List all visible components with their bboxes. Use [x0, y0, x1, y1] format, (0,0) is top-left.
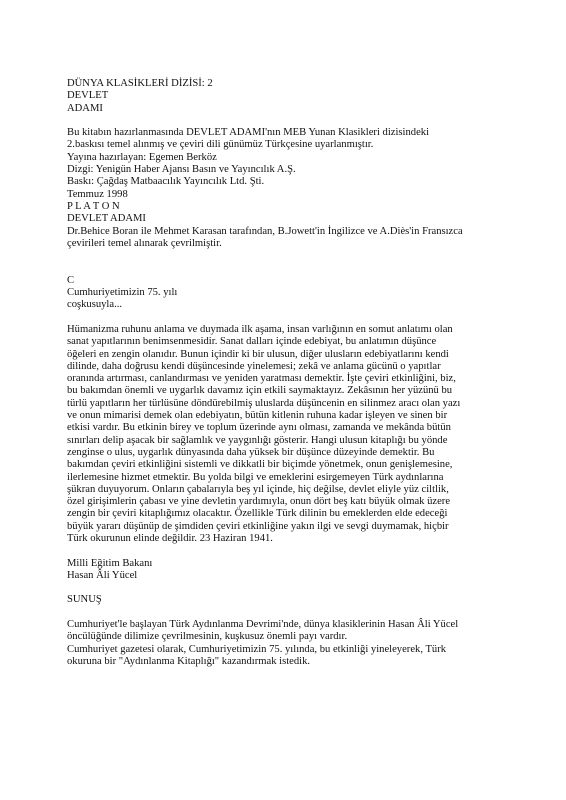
sunus-heading: SUNUŞ — [67, 594, 102, 606]
preface-line: şükran duyuyorum. Onların çabalarıyla beş yıl içinde, hiç değilse, devlet eliyle yüz ciltlik, — [67, 483, 449, 495]
spacer — [67, 312, 507, 324]
credits-line: Temmuz 1998 — [67, 188, 128, 200]
dedication-block — [67, 275, 507, 312]
credits-line: çevirileri temel alınarak çevrilmiştir. — [67, 237, 222, 249]
book-title: DEVLET ADAMI — [67, 213, 146, 225]
spacer — [67, 250, 507, 275]
preface-line: zenginse o ulus, uygarlık dünyasında daha yüksek bir düşünce düzeyinde demektir. Bu — [67, 446, 435, 458]
preface-line: sınırları delip aşacak bir sağlamlık ve yaygınlığı gösterir. Hangi ulusun kitaplığı bu yönde — [67, 434, 448, 446]
spacer — [67, 545, 507, 557]
preface-line: etkisi vardır. Bu etkinin birey ve toplum üzerinde aynı olması, zamanda ve mekânda bütün — [67, 422, 451, 434]
preface-line: bakımdan çeviri etkinliğini sistemli ve dikkatli bir biçimde yönetmek, onun genişlemesine, — [67, 459, 453, 471]
preface-line: zengin bir çeviri kitaplığımız olacaktır. Özellikle Türk dilinin bu emeklerden elde edeceği — [67, 508, 448, 520]
preface-line: Hümanizma ruhunu anlama ve duymada ilk aşama, insan varlığının en somut anlatımı olan — [67, 323, 453, 335]
sunus-line: öncülüğünde dilimize çevrilmesinin, kuşkusuz önemli payı vardır. — [67, 631, 348, 643]
credits-line: Dizgi: Yenigün Haber Ajansı Basın ve Yayıncılık A.Ş. — [67, 164, 296, 176]
sunus-paragraph — [67, 619, 507, 668]
credits-block — [67, 127, 507, 250]
sunus-line: Cumhuriyet'le başlayan Türk Aydınlanma Devrimi'nde, dünya klasiklerinin Hasan Âli Yücel — [67, 619, 459, 631]
preface-line: Türk okurunun elinde değildir. 23 Haziran 1941. — [67, 532, 273, 544]
credits-line: Baskı: Çağdaş Matbaacılık Yayıncılık Ltd. Şti. — [67, 176, 265, 188]
book-title-line-1: DEVLET — [67, 90, 109, 102]
book-title-line-2: ADAMI — [67, 102, 103, 114]
sunus-line: Cumhuriyet gazetesi olarak, Cumhuriyetimizin 75. yılında, bu etkinliği yineleyerek, Türk — [67, 643, 447, 655]
credits-line: 2.baskısı temel alınmış ve çeviri dili günümüz Türkçesine uyarlanmıştır. — [67, 139, 374, 151]
preface-line: sanat yapıtlarının benimsenmesidir. Sanat dalları içinde edebiyat, bu anlatımın düşünce — [67, 336, 437, 348]
preface-line: türlü yapıtların her türlüsüne döndürebilmiş uluslarda düşüncenin en silinmez aracı olan yazı — [67, 397, 461, 409]
preface-line: oranında artırması, canlandırması ve yeniden yaratması demektir. İşte çeviri etkinliğini, biz, — [67, 373, 456, 385]
preface-line: bu bakımdan önemli ve uygarlık davamız için etkili saymaktayız. Zekâsının her yüzünü bu — [67, 385, 453, 397]
preface-line: büyük yararı düşünüp de şimdiden çeviri etkinliğine yakın ilgi ve sevgi duymamak, hiçbir — [67, 520, 449, 532]
preface-line: ilerlemesine hizmet etmektir. Bu yolda bilgi ve emeklerini esirgemeyen Türk aydınlarına — [67, 471, 444, 483]
sunus-line: okuruna bir "Aydınlanma Kitaplığı" kazandırmak istedik. — [67, 655, 311, 667]
dedication-line: C — [67, 274, 75, 286]
signature-block — [67, 558, 507, 583]
preface-line: ve onun mimarisi demek olan edebiyatın, bütün kitlenin ruhuna kadar işleyen ve sinen bir — [67, 410, 448, 422]
credits-line: Dr.Behice Boran ile Mehmet Karasan tarafından, B.Jowett'in İngilizce ve A.Diès'in Fransızca — [67, 225, 463, 237]
author-name: P L A T O N — [67, 200, 120, 212]
dedication-line: Cumhuriyetimizin 75. yılı — [67, 287, 178, 299]
header-block — [67, 78, 507, 115]
spacer — [67, 607, 507, 619]
spacer — [67, 115, 507, 127]
credits-line: Yayına hazırlayan: Egemen Berköz — [67, 151, 217, 163]
preface-line: özel girişimlerin çabası ve yine devletin yardımıyla, onun dört beş katı büyük olmak üzere — [67, 496, 451, 508]
document-page — [67, 78, 507, 668]
dedication-line: coşkusuyla... — [67, 299, 123, 311]
series-title: DÜNYA KLASİKLERİ DİZİSİ: 2 — [67, 78, 213, 89]
preface-paragraph — [67, 324, 507, 545]
signature-role: Milli Eğitim Bakanı — [67, 557, 153, 569]
credits-line: Bu kitabın hazırlanmasında DEVLET ADAMI'nın MEB Yunan Klasikleri dizisindeki — [67, 127, 430, 139]
spacer — [67, 582, 507, 594]
preface-line: öğeleri en zengin olanıdır. Bunun içindir ki bir ulusun, diğer ulusların edebiyatlarını kendi — [67, 348, 449, 360]
signature-name: Hasan Âli Yücel — [67, 569, 138, 581]
preface-line: dilinde, daha doğrusu kendi düşüncesinde yinelemesi; zekâ ve anlama gücünü o yapıtlar — [67, 360, 441, 372]
